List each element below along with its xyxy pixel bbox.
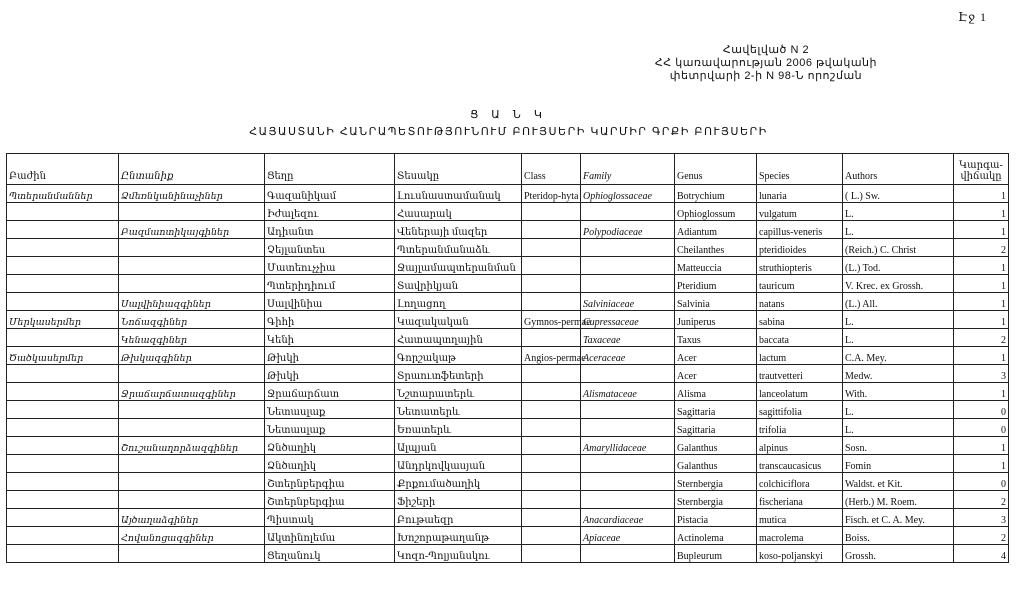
header-category: Կարգա- վիճակը [954, 154, 1009, 185]
cell-family-arm: Նոճազգիներ [119, 311, 265, 329]
cell-category: 3 [954, 365, 1009, 383]
cell-authors: (L.) All. [843, 293, 954, 311]
cell-species-arm: Հասարակ [395, 203, 522, 221]
table-row [7, 527, 1009, 545]
cell-category: 3 [954, 509, 1009, 527]
cell-family: Salviniaceae [581, 293, 675, 311]
cell-species: sabina [757, 311, 843, 329]
table-row [7, 545, 1009, 563]
cell-family: Polypodiaceae [581, 221, 675, 239]
cell-family [581, 239, 675, 257]
cell-class [522, 455, 581, 473]
cell-authors: L. [843, 221, 954, 239]
cell-category: 1 [954, 311, 1009, 329]
cell-genus: Sternbergia [675, 491, 757, 509]
cell-division: Ծածկասերմեր [7, 347, 119, 365]
cell-species: lanceolatum [757, 383, 843, 401]
cell-genus-arm: Ադիանտ [265, 221, 395, 239]
cell-genus-arm: Նետասլաք [265, 419, 395, 437]
cell-division [7, 509, 119, 527]
cell-category: 1 [954, 221, 1009, 239]
cell-genus-arm: Ձնծաղիկ [265, 437, 395, 455]
cell-species: trifolia [757, 419, 843, 437]
cell-genus-arm: Թխկի [265, 365, 395, 383]
cell-division [7, 275, 119, 293]
cell-family: Apiaceae [581, 527, 675, 545]
table-row [7, 311, 1009, 329]
cell-authors: Fisch. et C. A. Mey. [843, 509, 954, 527]
page-number: Էջ 1 [958, 10, 987, 24]
cell-authors: C.A. Mey. [843, 347, 954, 365]
cell-category: 2 [954, 527, 1009, 545]
cell-species: koso-poljanskyi [757, 545, 843, 563]
cell-division [7, 365, 119, 383]
cell-species-arm: Խոշորաթաղանթ [395, 527, 522, 545]
cell-class [522, 365, 581, 383]
cell-family-arm [119, 473, 265, 491]
annex-reference [655, 44, 877, 83]
cell-category: 1 [954, 455, 1009, 473]
cell-species: mutica [757, 509, 843, 527]
annex-line: փետրվարի 2-ի N 98-Ն որոշման [669, 70, 863, 82]
header-division: Բաժին [7, 154, 119, 185]
cell-genus-arm: Սալվինիա [265, 293, 395, 311]
cell-genus: Juniperus [675, 311, 757, 329]
cell-division [7, 419, 119, 437]
table-row [7, 401, 1009, 419]
table-row [7, 365, 1009, 383]
cell-family-arm [119, 365, 265, 383]
cell-category: 1 [954, 257, 1009, 275]
cell-authors: With. [843, 383, 954, 401]
cell-family [581, 545, 675, 563]
cell-family-arm [119, 275, 265, 293]
cell-class [522, 527, 581, 545]
cell-genus-arm: Ջրաճարճատ [265, 383, 395, 401]
cell-family-arm [119, 545, 265, 563]
cell-family-arm: Սալվինիազգիներ [119, 293, 265, 311]
cell-family-arm: Բազմաոտիկայգիներ [119, 221, 265, 239]
table-row [7, 329, 1009, 347]
cell-family: Taxaceae [581, 329, 675, 347]
cell-species: tauricum [757, 275, 843, 293]
cell-category: 1 [954, 347, 1009, 365]
cell-species: macrolema [757, 527, 843, 545]
cell-species: sagittifolia [757, 401, 843, 419]
table-row [7, 509, 1009, 527]
table-row [7, 239, 1009, 257]
cell-species-arm: Ջայլամապտերանման [395, 257, 522, 275]
cell-species-arm: Գորշակաթ [395, 347, 522, 365]
table-row [7, 257, 1009, 275]
header-species-arm: Տեսակը [395, 154, 522, 185]
cell-category: 0 [954, 473, 1009, 491]
cell-family [581, 203, 675, 221]
table-body [7, 185, 1009, 563]
cell-authors: (L.) Tod. [843, 257, 954, 275]
cell-division [7, 545, 119, 563]
cell-genus: Cheilanthes [675, 239, 757, 257]
cell-species: pteridioides [757, 239, 843, 257]
cell-genus-arm: Մատեուչչիա [265, 257, 395, 275]
table-row [7, 275, 1009, 293]
cell-class [522, 275, 581, 293]
table-row [7, 293, 1009, 311]
cell-species-arm: Տավրիկյան [395, 275, 522, 293]
cell-division [7, 383, 119, 401]
cell-genus-arm: Չեյլանտես [265, 239, 395, 257]
cell-category: 1 [954, 185, 1009, 203]
cell-genus: Pteridium [675, 275, 757, 293]
document-title: Ց Ա Ն Կ [470, 109, 547, 121]
cell-family-arm: Շուշանաղորձազգիներ [119, 437, 265, 455]
cell-authors: L. [843, 401, 954, 419]
cell-division [7, 257, 119, 275]
cell-species: trautvetteri [757, 365, 843, 383]
annex-line: Հավելված N 2 [722, 44, 810, 56]
cell-genus-arm: Իժալեզու [265, 203, 395, 221]
cell-authors: Waldst. et Kit. [843, 473, 954, 491]
cell-species: colchiciflora [757, 473, 843, 491]
table-row [7, 455, 1009, 473]
cell-family-arm [119, 203, 265, 221]
cell-family-arm [119, 257, 265, 275]
document-subtitle: ՀԱՅԱՍՏԱՆԻ ՀԱՆՐԱՊԵՏՈՒԹՅՈՒՆՈՒՄ ԲՈՒՅՍԵՐԻ ԿԱՐՄԻՐ ԳՐՔԻ ԲՈՒՅՍԵՐԻ [249, 126, 768, 138]
cell-genus: Matteuccia [675, 257, 757, 275]
cell-category: 2 [954, 239, 1009, 257]
cell-genus: Pistacia [675, 509, 757, 527]
cell-class: Angios-permae [522, 347, 581, 365]
cell-division [7, 491, 119, 509]
cell-division [7, 401, 119, 419]
cell-authors: (Herb.) M. Roem. [843, 491, 954, 509]
table-row [7, 473, 1009, 491]
cell-species: capillus-veneris [757, 221, 843, 239]
cell-category: 0 [954, 401, 1009, 419]
cell-class [522, 401, 581, 419]
cell-class [522, 419, 581, 437]
cell-family [581, 401, 675, 419]
cell-species: transcaucasicus [757, 455, 843, 473]
cell-family: Amaryllidaceae [581, 437, 675, 455]
table-row [7, 221, 1009, 239]
cell-family-arm [119, 491, 265, 509]
cell-category: 1 [954, 383, 1009, 401]
cell-class: Gymnos-permae [522, 311, 581, 329]
header-family-arm: Ընտանիք [119, 154, 265, 185]
cell-category: 1 [954, 293, 1009, 311]
cell-genus: Sagittaria [675, 401, 757, 419]
cell-species-arm: Նետատերև [395, 401, 522, 419]
cell-category: 2 [954, 491, 1009, 509]
cell-authors: V. Krec. ex Grossh. [843, 275, 954, 293]
cell-family: Ophioglossaceae [581, 185, 675, 203]
cell-species-arm: Հատապտղային [395, 329, 522, 347]
annex-line: ՀՀ կառավարության 2006 թվականի [654, 57, 877, 69]
cell-category: 0 [954, 419, 1009, 437]
cell-species-arm: Լողացող [395, 293, 522, 311]
header-genus: Genus [675, 154, 757, 185]
cell-category: 2 [954, 329, 1009, 347]
cell-family-arm [119, 239, 265, 257]
cell-species: struthiopteris [757, 257, 843, 275]
cell-genus: Bupleurum [675, 545, 757, 563]
cell-species: fischeriana [757, 491, 843, 509]
cell-family-arm [119, 455, 265, 473]
cell-class [522, 203, 581, 221]
cell-authors: L. [843, 329, 954, 347]
cell-species: lactum [757, 347, 843, 365]
cell-genus: Botrychium [675, 185, 757, 203]
cell-genus-arm: Ակտինոլեմա [265, 527, 395, 545]
cell-class [522, 473, 581, 491]
cell-species-arm: Նշտարատերև [395, 383, 522, 401]
cell-genus-arm: Նետասլաք [265, 401, 395, 419]
cell-authors: Medw. [843, 365, 954, 383]
cell-division: Մերկասերմեր [7, 311, 119, 329]
cell-family: Cupressaceae [581, 311, 675, 329]
cell-family-arm: Կենազգիներ [119, 329, 265, 347]
cell-genus: Acer [675, 347, 757, 365]
cell-family: Anacardiaceae [581, 509, 675, 527]
cell-genus-arm: Գիհի [265, 311, 395, 329]
cell-family [581, 275, 675, 293]
cell-genus: Acer [675, 365, 757, 383]
cell-authors: L. [843, 419, 954, 437]
cell-category: 1 [954, 275, 1009, 293]
cell-species-arm: Ալպյան [395, 437, 522, 455]
cell-genus: Taxus [675, 329, 757, 347]
cell-family [581, 473, 675, 491]
cell-genus: Adiantum [675, 221, 757, 239]
cell-species: natans [757, 293, 843, 311]
cell-authors: Fomin [843, 455, 954, 473]
cell-division [7, 329, 119, 347]
cell-authors: (Reich.) C. Christ [843, 239, 954, 257]
cell-family-arm [119, 419, 265, 437]
cell-genus-arm: Գազանիկամ [265, 185, 395, 203]
cell-family-arm: Ձմեռնկանինաչիներ [119, 185, 265, 203]
cell-species: baccata [757, 329, 843, 347]
cell-genus-arm: Ցեղանուկ [265, 545, 395, 563]
red-book-table [6, 153, 1009, 563]
cell-species-arm: Տրաուտֆետերի [395, 365, 522, 383]
table-row [7, 185, 1009, 203]
cell-class [522, 329, 581, 347]
cell-family [581, 455, 675, 473]
cell-species-arm: Պտերանմանաձև [395, 239, 522, 257]
cell-genus-arm: Պիստակ [265, 509, 395, 527]
cell-genus: Sternbergia [675, 473, 757, 491]
cell-family-arm: Հովանոցազգիներ [119, 527, 265, 545]
cell-genus: Alisma [675, 383, 757, 401]
cell-division: Պտերանմաններ [7, 185, 119, 203]
cell-family-arm: Ջրաճարճատազգիներ [119, 383, 265, 401]
cell-species: lunaria [757, 185, 843, 203]
cell-authors: L. [843, 311, 954, 329]
cell-class [522, 509, 581, 527]
cell-genus-arm: Շտերնբերգիա [265, 491, 395, 509]
cell-species: alpinus [757, 437, 843, 455]
cell-family-arm [119, 401, 265, 419]
cell-species-arm: Վեներայի մազեր [395, 221, 522, 239]
cell-class: Pteridop-hyta [522, 185, 581, 203]
cell-species-arm: Անդրկովկասյան [395, 455, 522, 473]
cell-species-arm: Բութաեզր [395, 509, 522, 527]
cell-genus-arm: Ձնծաղիկ [265, 455, 395, 473]
cell-class [522, 257, 581, 275]
table-header-row [7, 154, 1009, 185]
table-row [7, 491, 1009, 509]
cell-genus: Galanthus [675, 455, 757, 473]
cell-class [522, 491, 581, 509]
table-row [7, 347, 1009, 365]
cell-genus: Salvinia [675, 293, 757, 311]
cell-category: 1 [954, 203, 1009, 221]
cell-species-arm: Եռատերև [395, 419, 522, 437]
header-class: Class [522, 154, 581, 185]
cell-class [522, 239, 581, 257]
cell-family: Alismataceae [581, 383, 675, 401]
cell-class [522, 545, 581, 563]
cell-species: vulgatum [757, 203, 843, 221]
table-row [7, 419, 1009, 437]
cell-authors: ( L.) Sw. [843, 185, 954, 203]
cell-family [581, 419, 675, 437]
cell-family [581, 365, 675, 383]
cell-authors: Grossh. [843, 545, 954, 563]
cell-genus-arm: Շտերնբերգիա [265, 473, 395, 491]
cell-authors: Sosn. [843, 437, 954, 455]
cell-genus-arm: Թխկի [265, 347, 395, 365]
table-row [7, 383, 1009, 401]
cell-species-arm: Լուսնաստամանակ [395, 185, 522, 203]
header-genus-arm: Ցեղը [265, 154, 395, 185]
cell-genus: Ophioglossum [675, 203, 757, 221]
cell-species-arm: Կազակական [395, 311, 522, 329]
cell-class [522, 293, 581, 311]
table-row [7, 203, 1009, 221]
cell-family-arm: Այծաղաձգիներ [119, 509, 265, 527]
cell-division [7, 239, 119, 257]
cell-class [522, 437, 581, 455]
cell-genus: Actinolema [675, 527, 757, 545]
cell-family [581, 257, 675, 275]
cell-division [7, 293, 119, 311]
table-row [7, 437, 1009, 455]
cell-authors: L. [843, 203, 954, 221]
cell-class [522, 221, 581, 239]
cell-genus: Sagittaria [675, 419, 757, 437]
header-authors: Authors [843, 154, 954, 185]
cell-species-arm: Կոզո-Պոլյանսկու [395, 545, 522, 563]
header-family: Family [581, 154, 675, 185]
cell-genus-arm: Պտերիդիում [265, 275, 395, 293]
cell-family [581, 491, 675, 509]
cell-division [7, 527, 119, 545]
cell-family: Aceraceae [581, 347, 675, 365]
cell-species-arm: Ֆիշերի [395, 491, 522, 509]
header-species: Species [757, 154, 843, 185]
cell-category: 4 [954, 545, 1009, 563]
cell-family-arm: Թխկազգիներ [119, 347, 265, 365]
cell-division [7, 203, 119, 221]
cell-class [522, 383, 581, 401]
cell-genus: Galanthus [675, 437, 757, 455]
cell-species-arm: Քրքումածաղիկ [395, 473, 522, 491]
cell-genus-arm: Կենի [265, 329, 395, 347]
cell-division [7, 473, 119, 491]
cell-division [7, 437, 119, 455]
cell-division [7, 455, 119, 473]
cell-category: 1 [954, 437, 1009, 455]
cell-division [7, 221, 119, 239]
cell-authors: Boiss. [843, 527, 954, 545]
